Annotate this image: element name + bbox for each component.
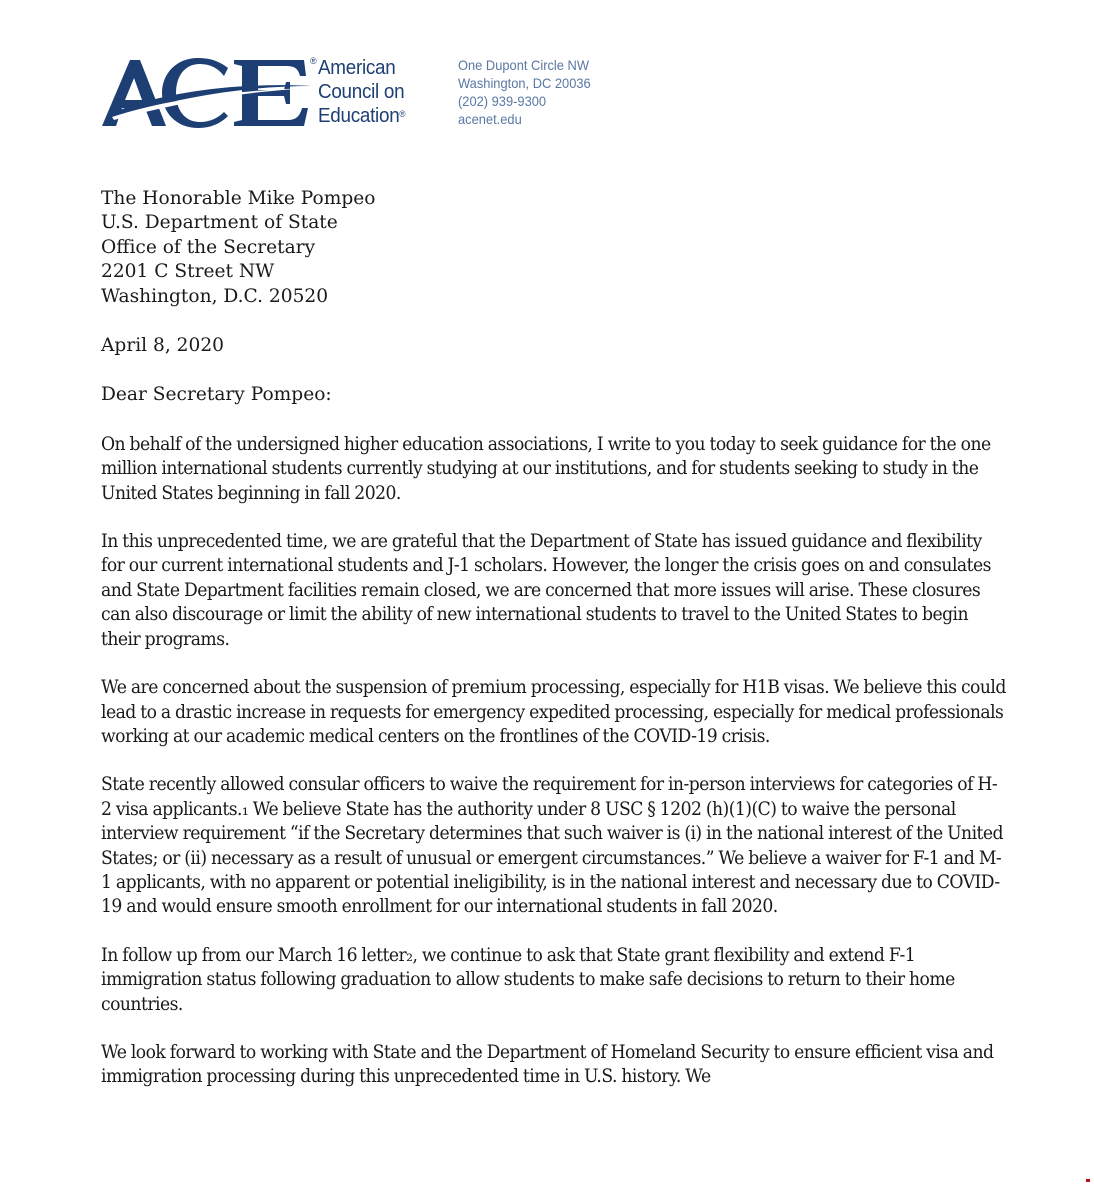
recipient-office: Office of the Secretary: [101, 236, 316, 258]
letter-body: [101, 187, 1011, 1089]
recipient-block: [101, 187, 1011, 309]
paragraph-2: In this unprecedented time, we are grateful that the Department of State has issued guidance and flexibility for our current international students and J-1 scholars. However, the longer the crisis goes on and consulates and State Department facilities remain closed, we are concerned that more issues will arise. These closures can also discourage or limit the ability of new international students to travel to the United States to begin their programs.: [101, 530, 991, 650]
recipient-name: The Honorable Mike Pompeo: [101, 188, 376, 209]
letter-date: April 8, 2020: [101, 335, 224, 357]
paragraph-4: State recently allowed consular officers to waive the requirement for in-person interviews for categories of H-2 visa applicants.₁ We believe State has the authority under 8 USC § 1202 (h)(1)(C) to waive the personal interview requirement “if the Secretary determines that such waiver is (i) in the national interest of the United States; or (ii) necessary as a result of unusual or emergent circumstances.” We believe a waiver for F-1 and M-1 applicants, with no apparent or potential ineligibility, is in the national interest and necessary due to COVID-19 and would ensure smooth enrollment for our international students in fall 2020.: [101, 773, 1004, 918]
salutation: Dear Secretary Pompeo:: [101, 384, 332, 406]
registered-mark-icon: ®: [310, 56, 317, 66]
address-street: One Dupont Circle NW: [458, 57, 589, 73]
org-name-line-2: Council on: [318, 80, 405, 103]
paragraph-6: We look forward to working with State and the Department of Homeland Security to ensure efficient visa and immigration processing during this unprecedented time in U.S. history. We: [101, 1040, 994, 1088]
recipient-city: Washington, D.C. 20520: [101, 285, 329, 307]
registered-mark-icon: ®: [399, 109, 406, 119]
paragraph-5: In follow up from our March 16 letter₂, we continue to ask that State grant flexibility and extend F-1 immigration status following graduation to allow students to make safe decisions to return to their home countries.: [101, 943, 955, 1015]
org-name-line-1: American: [318, 56, 396, 79]
org-name: [318, 56, 405, 128]
address-website: acenet.edu: [458, 111, 522, 127]
recipient-street: 2201 C Street NW: [101, 261, 275, 283]
org-name-line-3-text: Education: [318, 104, 400, 127]
recipient-department: U.S. Department of State: [101, 212, 338, 234]
org-address: [458, 56, 591, 128]
paragraph-1: On behalf of the undersigned higher education associations, I write to you today to seek guidance for the one million international students currently studying at our institutions, and for students seeking to study in the United States beginning in fall 2020.: [101, 432, 991, 504]
ace-logo-icon: [100, 52, 315, 132]
org-name-line-3: [318, 104, 405, 128]
paragraph-3: We are concerned about the suspension of premium processing, especially for H1B visas. We believe this could lead to a drastic increase in requests for emergency expedited processing, especially for medical professionals working at our academic medical centers on the frontlines of the COVID-19 crisis.: [101, 676, 1006, 747]
address-phone: (202) 939-9300: [458, 93, 547, 109]
address-city: Washington, DC 20036: [458, 75, 591, 91]
page-corner-mark: [1086, 1179, 1090, 1182]
